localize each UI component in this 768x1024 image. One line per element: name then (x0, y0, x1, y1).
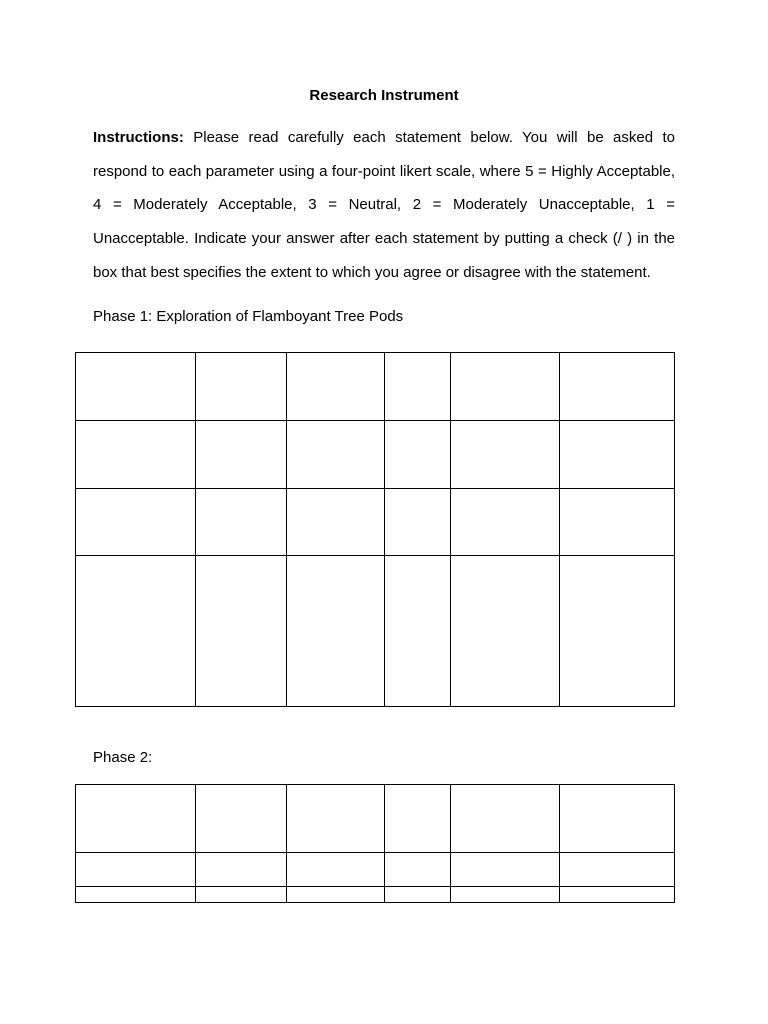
instructions-label: Instructions: (93, 129, 184, 146)
table-cell[interactable] (385, 785, 451, 853)
table-cell[interactable] (76, 887, 196, 903)
table-row (76, 887, 675, 903)
table-cell[interactable] (196, 556, 287, 707)
table-cell[interactable] (287, 556, 385, 707)
table-row (76, 421, 675, 489)
table-cell[interactable] (560, 887, 675, 903)
table-row (76, 785, 675, 853)
table-cell[interactable] (287, 887, 385, 903)
instructions-paragraph (93, 121, 675, 290)
table-cell[interactable] (76, 489, 196, 556)
table-cell[interactable] (451, 556, 560, 707)
table-cell[interactable] (451, 853, 560, 887)
table-cell[interactable] (385, 853, 451, 887)
table-cell[interactable] (196, 853, 287, 887)
table-cell[interactable] (451, 785, 560, 853)
table-cell[interactable] (385, 489, 451, 556)
table-cell[interactable] (385, 887, 451, 903)
table-cell[interactable] (76, 421, 196, 489)
phase-1-heading: Phase 1: Exploration of Flamboyant Tree Pods (93, 308, 404, 325)
table-cell[interactable] (560, 556, 675, 707)
table-cell[interactable] (385, 556, 451, 707)
table-row (76, 489, 675, 556)
table-cell[interactable] (76, 785, 196, 853)
table-cell[interactable] (287, 353, 385, 421)
table-cell[interactable] (196, 887, 287, 903)
table-cell[interactable] (287, 853, 385, 887)
table-cell[interactable] (76, 556, 196, 707)
table-cell[interactable] (385, 421, 451, 489)
phase-2-heading: Phase 2: (93, 749, 153, 766)
table-cell[interactable] (560, 421, 675, 489)
phase-2-table (75, 784, 675, 903)
table-cell[interactable] (76, 853, 196, 887)
table-cell[interactable] (76, 353, 196, 421)
table-cell[interactable] (451, 353, 560, 421)
table-cell[interactable] (287, 489, 385, 556)
table-cell[interactable] (451, 421, 560, 489)
table-cell[interactable] (196, 353, 287, 421)
table-cell[interactable] (287, 421, 385, 489)
table-cell[interactable] (196, 489, 287, 556)
document-title: Research Instrument (309, 87, 459, 104)
table-cell[interactable] (451, 489, 560, 556)
table-cell[interactable] (196, 421, 287, 489)
table-row (76, 556, 675, 707)
table-cell[interactable] (196, 785, 287, 853)
table-row (76, 853, 675, 887)
table-cell[interactable] (287, 785, 385, 853)
table-cell[interactable] (560, 353, 675, 421)
table-cell[interactable] (560, 853, 675, 887)
instructions-text: Please read carefully each statement below. You will be asked to respond to each parameter using a four-point likert scale, where 5 = Highly Acceptable, 4 = Moderately Acceptable, 3 = Neutral, 2 = Moderately Unacceptable, 1 = Unacceptable. Indicate your answer after each statement by putting a check (/ ) in the box that best specifies the extent to which you agree or disagree with the statement. (93, 129, 675, 281)
table-cell[interactable] (451, 887, 560, 903)
table-cell[interactable] (560, 785, 675, 853)
table-cell[interactable] (385, 353, 451, 421)
table-cell[interactable] (560, 489, 675, 556)
phase-1-table (75, 352, 675, 707)
table-row (76, 353, 675, 421)
